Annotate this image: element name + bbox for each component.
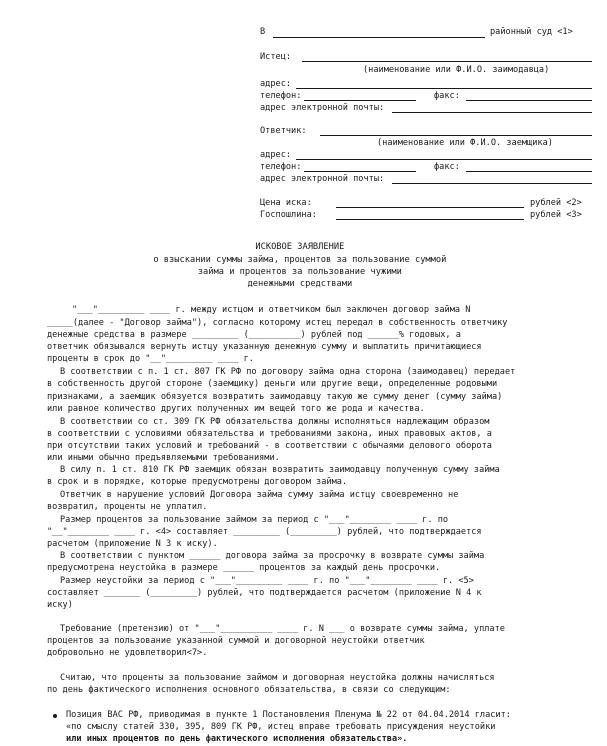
- p2-line1: В соответствии с п. 1 ст. 807 ГК РФ по договору займа одна сторона (заимодавец) передает: [60, 367, 516, 377]
- plaintiff-address-label: адрес:: [260, 79, 292, 89]
- p3-line4: или иными обычно предъявляемыми требованиями.: [47, 453, 280, 463]
- p9-line3: добровольно не удовлетворил<7>.: [47, 648, 208, 658]
- p3-line3: при отсутствии таких условий и требований - в соответствии с обычаями делового оборота: [47, 441, 492, 451]
- claim-price-label: Цена иска:: [260, 198, 312, 208]
- plaintiff-address-line: [296, 88, 592, 89]
- defendant-label: Ответчик:: [260, 126, 307, 136]
- p8-line3: иску): [47, 600, 73, 610]
- defendant-fax-line: [466, 171, 592, 172]
- plaintiff-label: Истец:: [260, 52, 292, 62]
- defendant-address-line: [296, 159, 592, 160]
- document-subtitle-2: займа и процентов за пользование чужими: [197, 267, 402, 277]
- bullet-line3: или иных процентов по день фактического исполнения обязательства».: [66, 734, 408, 744]
- plaintiff-email-line: [392, 112, 592, 113]
- document-subtitle-3: денежными средствами: [247, 279, 353, 289]
- plaintiff-line: [302, 61, 592, 62]
- p9-line1: Требование (претензию) от "___"__________ ____ г. N ___ о возврате суммы займа, уплате: [60, 624, 505, 634]
- p10-line1: Считаю, что проценты за пользование займом и договорная неустойка должны начисляться: [60, 673, 495, 683]
- court-suffix: районный суд <1>: [490, 27, 573, 37]
- p6-line2: "__"________ ____ г. <4> составляет _________ (_________) рублей, что подтверждается: [47, 527, 482, 537]
- duty-suffix: рублей <3>: [530, 210, 582, 220]
- plaintiff-hint: (наименование или Ф.И.О. заимодавца): [363, 65, 550, 75]
- plaintiff-phone-line: [304, 100, 416, 101]
- defendant-email-label: адрес электронной почты:: [260, 174, 385, 184]
- p6-line3: расчетом (приложение N 3 к иску).: [47, 539, 218, 549]
- p8-line1: Размер неустойки за период с "___"_________ ____ г. по "___"________ ____ г. <5>: [60, 576, 474, 586]
- claim-price-line: [336, 207, 524, 208]
- defendant-hint: (наименование или Ф.И.О. заемщика): [377, 138, 553, 148]
- defendant-line: [320, 135, 592, 136]
- defendant-phone-line: [304, 171, 416, 172]
- p1-line2: _____(далее - "Договор займа"), согласно которому истец передал в собственность ответчику: [47, 318, 508, 328]
- defendant-address-label: адрес:: [260, 150, 292, 160]
- defendant-fax-label: факс:: [434, 162, 460, 172]
- p5-line2: возвратил, проценты не уплатил.: [47, 502, 208, 512]
- document-subtitle-1: о взыскании суммы займа, процентов за пользование суммой: [153, 255, 447, 265]
- plaintiff-fax-line: [466, 100, 592, 101]
- p1-line4: ответчик обязывался вернуть истцу указанную денежную сумму и выплатить причитающиеся: [47, 342, 482, 352]
- duty-line: [336, 219, 524, 220]
- p2-line4: или равное количество других полученных им вещей того же рода и качества.: [47, 404, 425, 414]
- court-name-line: [273, 37, 485, 38]
- p6-line1: Размер процентов за пользование займом за период с "___"________ ____ г. по: [60, 515, 449, 525]
- court-prefix: В: [260, 27, 266, 37]
- plaintiff-email-label: адрес электронной почты:: [260, 103, 385, 113]
- bullet-line2: «по смыслу статей 330, 395, 809 ГК РФ, истец вправе требовать присуждения неустойки: [66, 722, 496, 732]
- defendant-phone-label: телефон:: [260, 162, 302, 172]
- defendant-email-line: [392, 183, 592, 184]
- p4-line1: В силу п. 1 ст. 810 ГК РФ заемщик обязан возвратить заимодавцу полученную сумму займа: [60, 465, 500, 475]
- p2-line3: признаками, а заемщик обязуется возвратить заимодавцу такую же сумму денег (сумму займа): [47, 392, 503, 402]
- p1-line5: проценты в срок до "__"_________ ____ г.: [47, 354, 254, 364]
- bullet-line1: Позиция ВАС РФ, приводимая в пункте 1 Постановления Пленума № 22 от 04.04.2014 гласит:: [66, 710, 511, 720]
- p8-line2: составляет _______ (_________) рублей, что подтверждается расчетом (приложение N 4 к: [47, 588, 482, 598]
- document-title: ИСКОВОЕ ЗАЯВЛЕНИЕ: [255, 242, 345, 252]
- p3-line2: в соответствии с условиями обязательства и требованиями закона, иных правовых актов, а: [47, 429, 492, 439]
- plaintiff-fax-label: факс:: [434, 91, 460, 101]
- p4-line2: в срок и в порядке, которые предусмотрены договором займа.: [47, 477, 348, 487]
- bullet-dot-icon: [53, 714, 57, 718]
- p2-line2: в собственность другой стороне (заемщику) деньги или другие вещи, определенные родовыми: [47, 379, 498, 389]
- plaintiff-phone-label: телефон:: [260, 91, 302, 101]
- p10-line2: по день фактического исполнения основного обязательства, в связи со следующим:: [47, 685, 451, 695]
- p3-line1: В соответствии со ст. 309 ГК РФ обязательства должны исполняться надлежащим образом: [60, 417, 490, 427]
- p9-line2: процентов за пользование указанной суммой и договорной неустойки ответчик: [47, 636, 425, 646]
- p7-line1: В соответствии с пунктом ______ договора займа за просрочку в возврате суммы займа: [60, 551, 485, 561]
- duty-label: Госпошлина:: [260, 210, 317, 220]
- p1-line1: "___"_________ ____ г. между истцом и ответчиком был заключен договор займа N: [72, 305, 471, 315]
- p5-line1: Ответчик в нарушение условий Договора займа сумму займа истцу своевременно не: [60, 490, 459, 500]
- p1-line3: денежные средства в размере _________ (__________) рублей под ______% годовых, а: [47, 330, 461, 340]
- p7-line2: предусмотрена неустойка в размере ______ процентов за каждый день просрочки.: [47, 563, 441, 573]
- claim-price-suffix: рублей <2>: [530, 198, 582, 208]
